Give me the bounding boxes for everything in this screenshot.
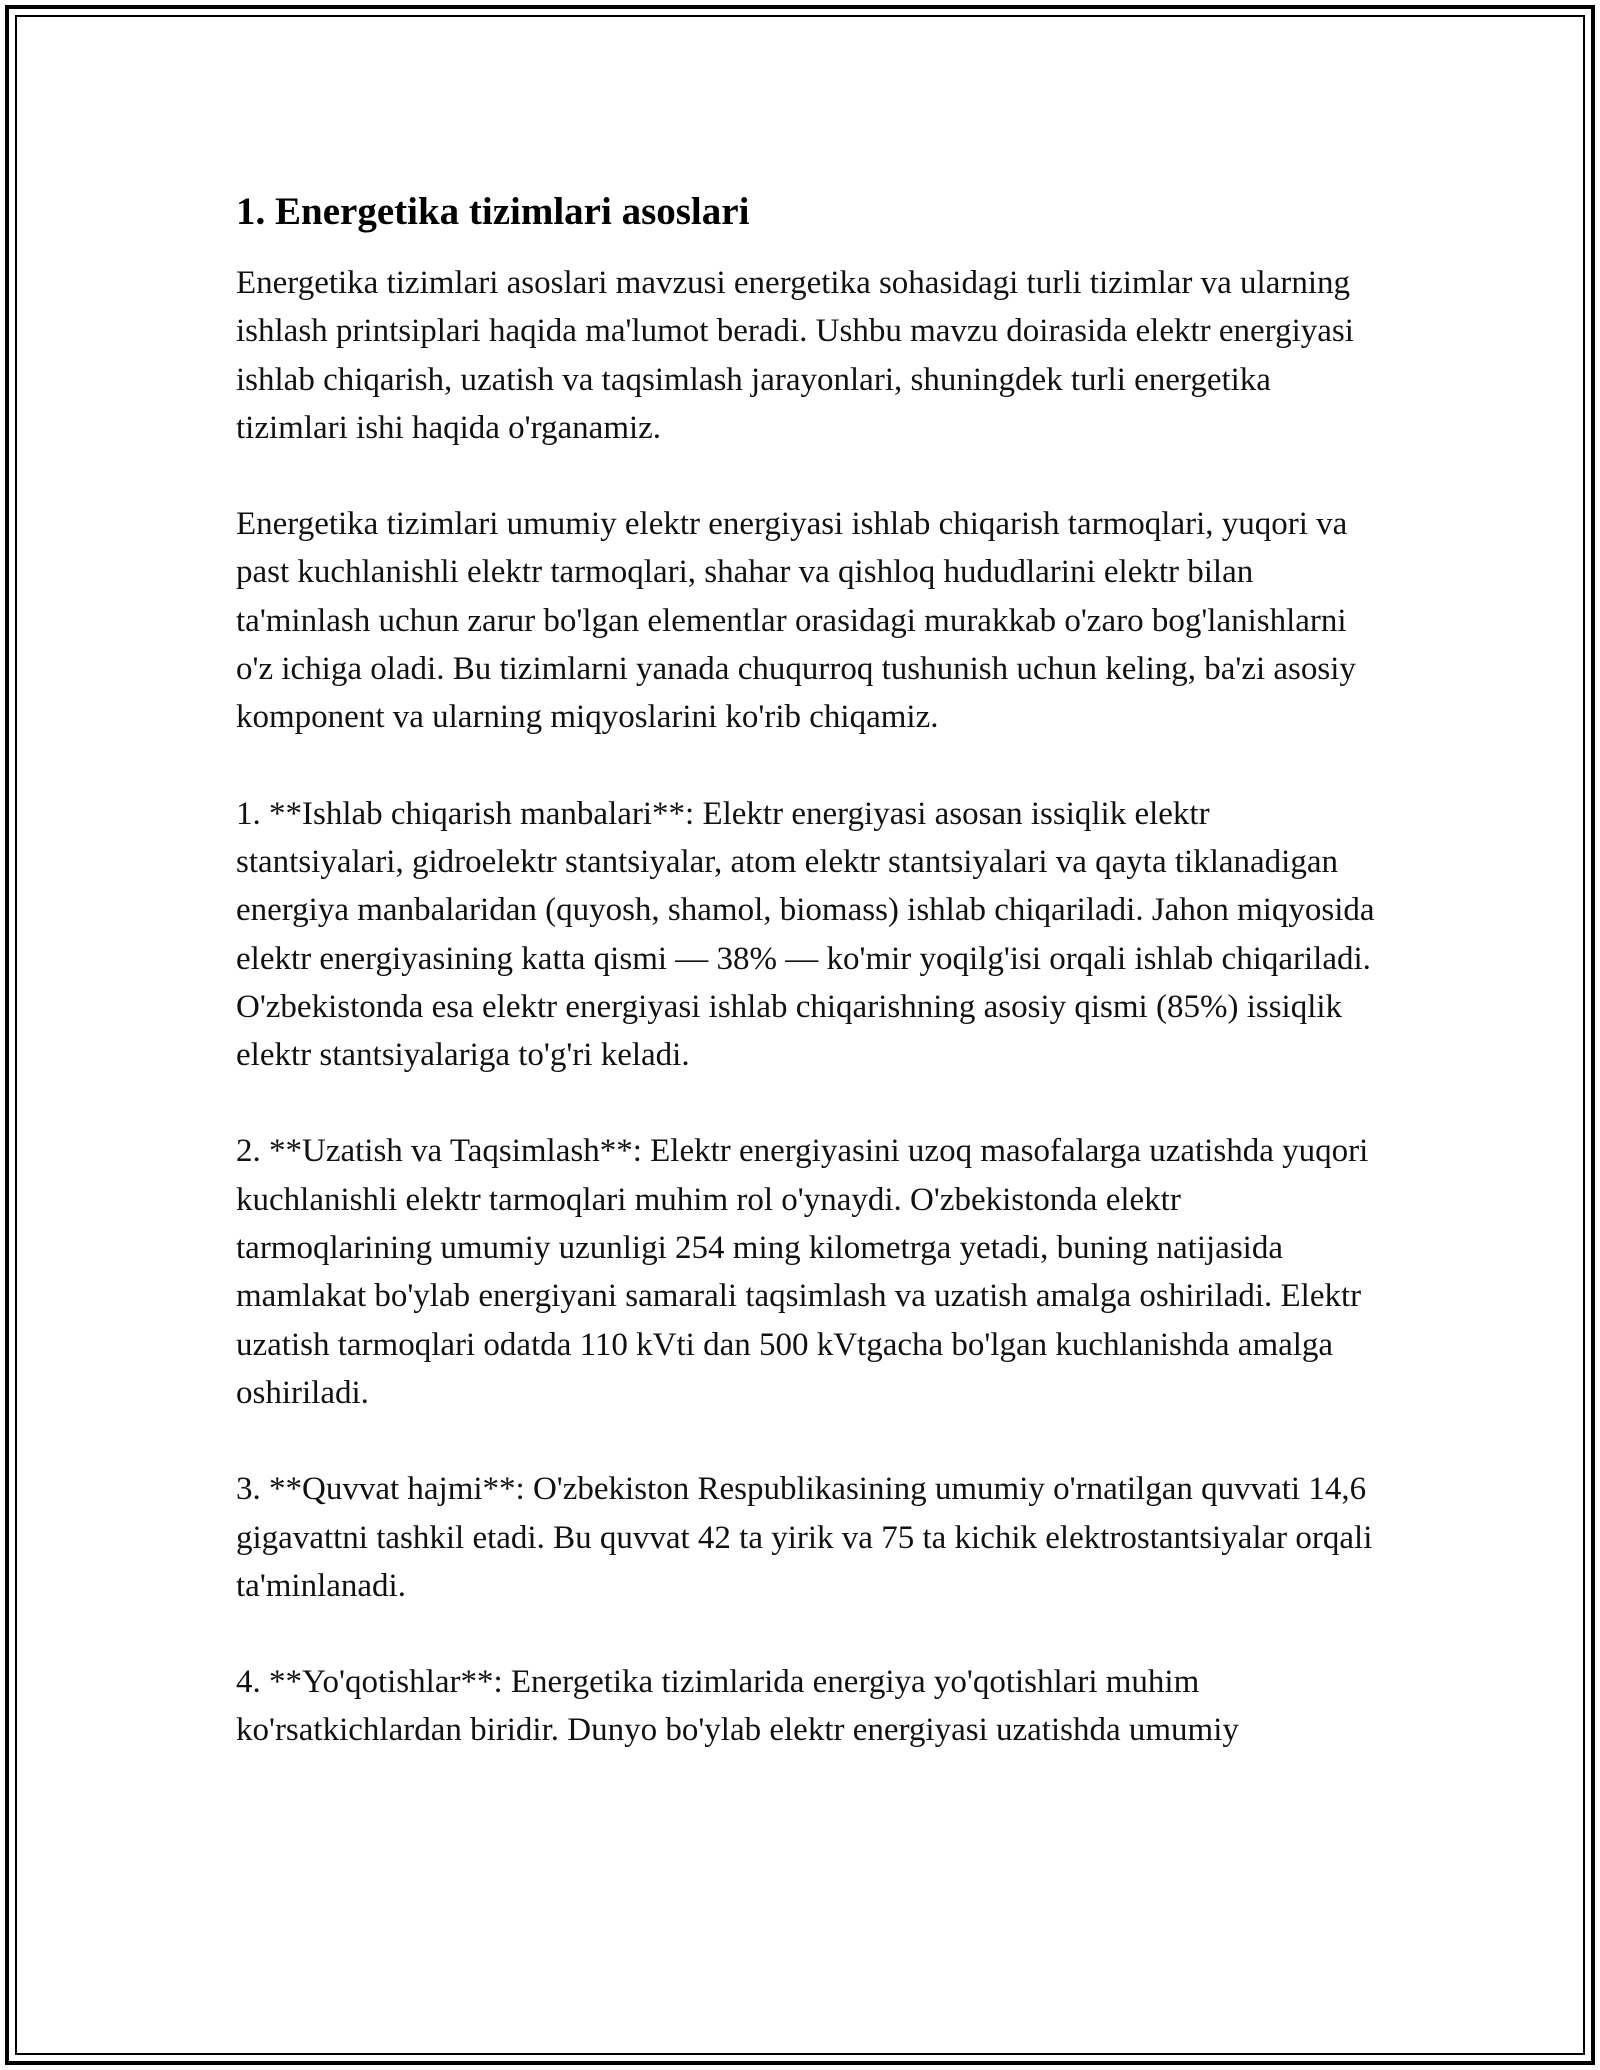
list-item-capacity: 3. **Quvvat hajmi**: O'zbekiston Respublikasining umumiy o'rnatilgan quvvati 14,6 gigavattni tashkil etadi. Bu quvvat 42 ta yirik va 75 ta kichik elektrostantsiyalar orqali ta'minlanadi.: [236, 1471, 1373, 1604]
list-item-transmission-distribution: 2. **Uzatish va Taqsimlash**: Elektr energiyasini uzoq masofalarga uzatishda yuqori kuchlanishli elektr tarmoqlari muhim rol o'ynaydi. O'zbekistonda elektr tarmoqlarining umumiy uzunligi 254 ming kilometrga yetadi, buning natijasida mamlakat bo'ylab energiyani samarali taqsimlash va uzatish amalga oshiriladi. Elektr uzatish tarmoqlari odatda 110 kVti dan 500 kVtgacha bo'lgan kuchlanishda amalga oshiriladi.: [236, 1133, 1369, 1411]
list-item-generation-sources: 1. **Ishlab chiqarish manbalari**: Elektr energiyasi asosan issiqlik elektr stantsiyalari, gidroelektr stantsiyalar, atom elektr stantsiyalari va qayta tiklanadigan energiya manbalaridan (quyosh, shamol, biomass) ishlab chiqariladi. Jahon miqyosida elektr energiyasining katta qismi — 38% — ko'mir yoqilg'isi orqali ishlab chiqariladi. O'zbekistonda esa elektr energiyasi ishlab chiqarishning asosiy qismi (85%) issiqlik elektr stantsiyalariga to'g'ri keladi.: [236, 795, 1375, 1074]
intro-paragraph: Energetika tizimlari asoslari mavzusi energetika sohasidagi turli tizimlar va ularning ishlash printsiplari haqida ma'lumot beradi. Ushbu mavzu doirasida elektr energiyasi ishlab chiqarish, uzatish va taqsimlash jarayonlari, shuningdek turli energetika tizimlari ishi haqida o'rganamiz.: [236, 265, 1354, 446]
section-heading: 1. Energetika tizimlari asoslari: [236, 190, 750, 233]
overview-paragraph: Energetika tizimlari umumiy elektr energiyasi ishlab chiqarish tarmoqlari, yuqori va past kuchlanishli elektr tarmoqlari, shahar va qishloq hududlarini elektr bilan ta'minlash uchun zarur bo'lgan elementlar orasidagi murakkab o'zaro bog'lanishlarni o'z ichiga oladi. Bu tizimlarni yanada chuqurroq tushunish uchun keling, ba'zi asosiy komponent va ularning miqyoslarini ko'rib chiqamiz.: [236, 506, 1356, 736]
list-item-losses: 4. **Yo'qotishlar**: Energetika tizimlarida energiya yo'qotishlari muhim ko'rsatkichlardan biridir. Dunyo bo'ylab elektr energiyasi uzatishda umumiy: [236, 1664, 1239, 1749]
document-body: [236, 185, 1376, 1803]
